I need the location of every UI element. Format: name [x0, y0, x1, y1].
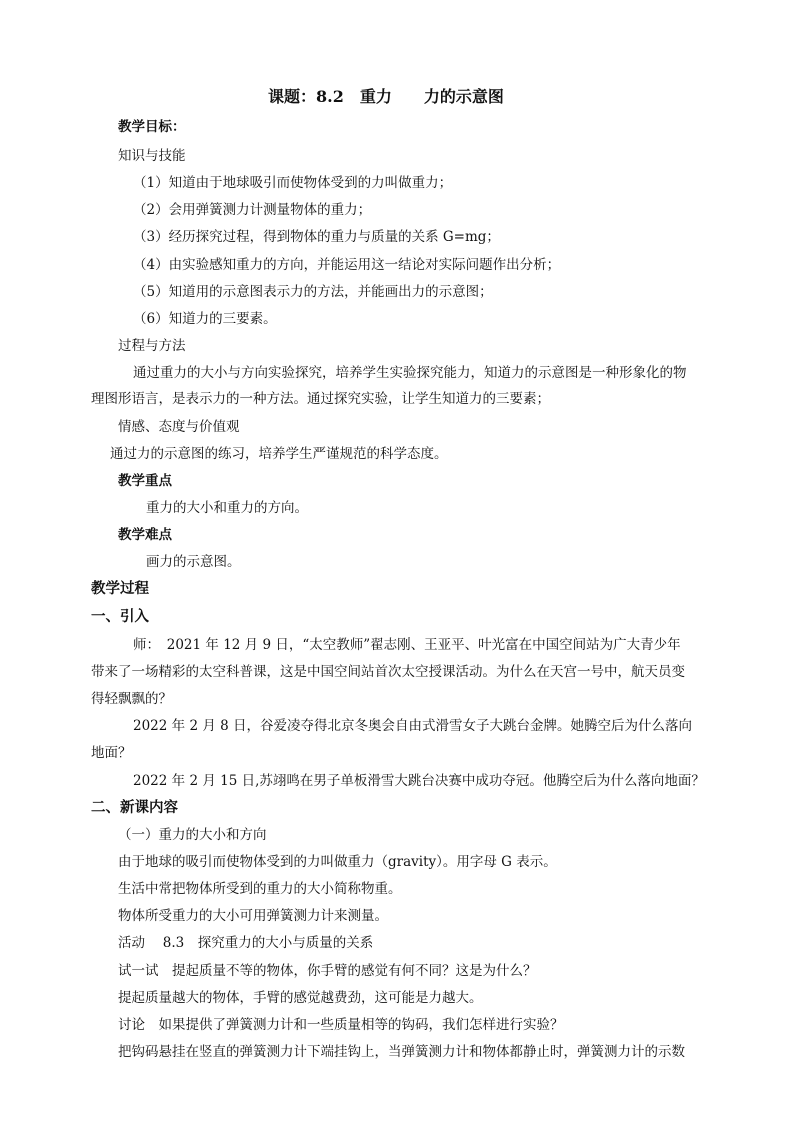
knowledge-item: （5）知道用的示意图表示力的方法，并能画出力的示意图；: [133, 284, 493, 300]
emotion-text: 通过力的示意图的练习，培养学生严谨规范的科学态度。: [110, 446, 448, 462]
new-line: 试一试 提起质量不等的物体，你手臂的感觉有何不同？这是为什么？: [118, 963, 537, 979]
new-line: 讨论 如果提供了弹簧测力计和一些质量相等的钩码，我们怎样进行实验？: [118, 1017, 564, 1033]
process-heading: 过程与方法: [118, 338, 186, 354]
new-line: 把钩码悬挂在竖直的弹簧测力计下端挂钩上，当弹簧测力计和物体都静止时，弹簧测力计的示数: [118, 1044, 685, 1060]
intro-p1-line: 得轻飘飘的？: [91, 691, 172, 707]
knowledge-item: （2）会用弹簧测力计测量物体的重力；: [133, 202, 372, 218]
new-line: 活动 8.3 探究重力的大小与质量的关系: [118, 935, 374, 951]
new-line: 由于地球的吸引而使物体受到的力叫做重力（gravity）。用字母 G 表示。: [118, 854, 557, 870]
key-text: 重力的大小和重力的方向。: [146, 500, 308, 516]
knowledge-item: （3）经历探究过程，得到物体的重力与质量的关系 G=mg；: [133, 229, 500, 245]
difficult-heading: 教学难点: [118, 527, 172, 543]
process-text-line: 理图形语言，是表示力的一种方法。通过探究实验，让学生知道力的三要素；: [91, 391, 550, 407]
knowledge-item: （1）知道由于地球吸引而使物体受到的力叫做重力；: [133, 175, 453, 191]
difficult-text: 画力的示意图。: [146, 554, 241, 570]
new-line: 提起质量越大的物体，手臂的感觉越费劲，这可能是力越大。: [118, 990, 483, 1006]
emotion-heading: 情感、态度与价值观: [118, 419, 240, 435]
intro-p1-line: 带来了一场精彩的太空科普课，这是中国空间站首次太空授课活动。为什么在天宫一号中，航天员变: [91, 664, 685, 680]
sub1-heading: （一）重力的大小和方向: [118, 827, 267, 843]
knowledge-item: （6）知道力的三要素。: [133, 311, 277, 327]
new-heading: 二、新课内容: [91, 799, 178, 816]
new-line: 生活中常把物体所受到的重力的大小简称物重。: [118, 881, 402, 897]
intro-p1-line: 师： 2021 年 12 月 9 日，“太空教师”翟志刚、王亚平、叶光富在中国空间站为广大青少年: [133, 637, 681, 653]
process-text-line: 通过重力的大小与方向实验探究，培养学生实验探究能力，知道力的示意图是一种形象化的物: [133, 365, 687, 381]
intro-p3: 2022 年 2 月 15 日,苏翊鸣在男子单板滑雪大跳台决赛中成功夺冠。他腾空后为什么落向地面？: [133, 773, 705, 789]
intro-p2-line: 2022 年 2 月 8 日，谷爱凌夺得北京冬奥会自由式滑雪女子大跳台金牌。她腾空后为什么落向: [133, 718, 692, 734]
objectives-heading: 教学目标：: [118, 119, 186, 135]
key-heading: 教学重点: [118, 473, 172, 489]
process-main-heading: 教学过程: [91, 580, 149, 597]
knowledge-item: （4）由实验感知重力的方向，并能运用这一结论对实际问题作出分析；: [133, 257, 561, 273]
lesson-title: 课题：8.2 重力 力的示意图: [268, 87, 504, 106]
knowledge-heading: 知识与技能: [118, 148, 186, 164]
intro-heading: 一、引入: [91, 608, 149, 625]
intro-p2-line: 地面？: [91, 745, 132, 761]
new-line: 物体所受重力的大小可用弹簧测力计来测量。: [118, 908, 388, 924]
